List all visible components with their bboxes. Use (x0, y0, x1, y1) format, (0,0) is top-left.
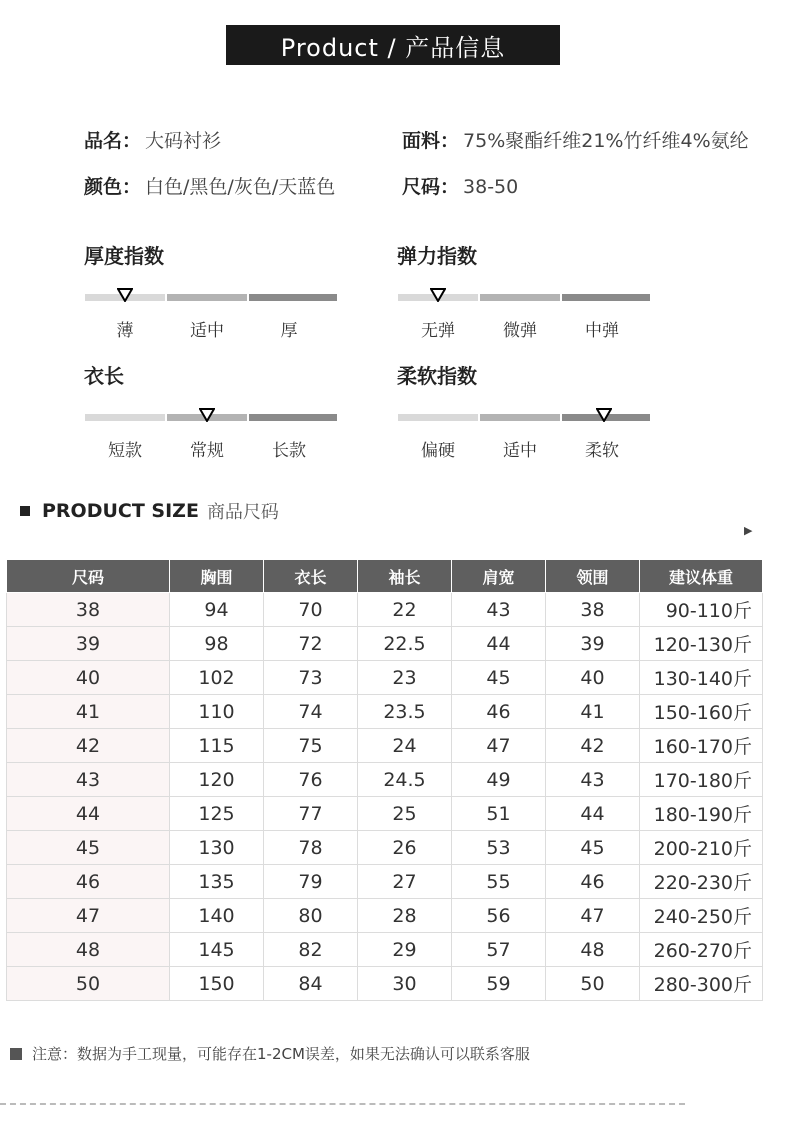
column-header: 建议体重 (640, 560, 763, 593)
size-title-cn: 商品尺码 (206, 502, 279, 523)
scale-segment (85, 414, 165, 421)
table-cell: 26 (358, 831, 452, 865)
table-cell: 46 (452, 695, 546, 729)
thickness-scale (85, 288, 337, 348)
table-cell: 110 (170, 695, 264, 729)
table-row (7, 627, 763, 661)
table-cell: 40 (7, 661, 170, 695)
table-cell: 260-270斤 (640, 933, 763, 967)
table-cell: 45 (452, 661, 546, 695)
table-cell: 120 (170, 763, 264, 797)
scale-segment (249, 294, 337, 301)
scale-label: 微弹 (503, 321, 537, 341)
table-cell: 145 (170, 933, 264, 967)
info-product-name (84, 126, 221, 153)
scale-segment (480, 414, 560, 421)
note-text: 注意：数据为手工现量，可能存在1-2CM误差，如果无法确认可以联系客服 (32, 1045, 530, 1063)
table-cell: 70 (264, 593, 358, 627)
table-cell: 50 (7, 967, 170, 1001)
scale-label: 偏硬 (421, 441, 455, 461)
table-cell: 22 (358, 593, 452, 627)
triangle-marker-icon (430, 288, 446, 302)
scale-title-length: 衣长 (84, 364, 124, 388)
scale-label: 适中 (190, 321, 224, 341)
scale-segment (167, 294, 247, 301)
table-cell: 27 (358, 865, 452, 899)
table-cell: 150-160斤 (640, 695, 763, 729)
table-cell: 80 (264, 899, 358, 933)
table-cell: 49 (452, 763, 546, 797)
table-cell: 82 (264, 933, 358, 967)
table-cell: 55 (452, 865, 546, 899)
table-cell: 24 (358, 729, 452, 763)
table-cell: 135 (170, 865, 264, 899)
table-cell: 47 (7, 899, 170, 933)
table-cell: 125 (170, 797, 264, 831)
table-cell: 77 (264, 797, 358, 831)
table-cell: 50 (546, 967, 640, 1001)
table-cell: 120-130斤 (640, 627, 763, 661)
info-value: 白色/黑色/灰色/天蓝色 (145, 176, 336, 198)
table-cell: 220-230斤 (640, 865, 763, 899)
table-cell: 160-170斤 (640, 729, 763, 763)
scale-label: 薄 (116, 321, 134, 341)
square-bullet-icon (20, 506, 30, 516)
table-row (7, 661, 763, 695)
table-cell: 150 (170, 967, 264, 1001)
scale-label: 适中 (503, 441, 537, 461)
table-cell: 23 (358, 661, 452, 695)
table-cell: 47 (546, 899, 640, 933)
square-bullet-icon (10, 1048, 22, 1060)
table-cell: 102 (170, 661, 264, 695)
scale-segment (398, 414, 478, 421)
table-row (7, 933, 763, 967)
table-row (7, 865, 763, 899)
table-cell: 90-110斤 (640, 593, 763, 627)
table-cell: 24.5 (358, 763, 452, 797)
column-header: 胸围 (170, 560, 264, 593)
table-cell: 39 (546, 627, 640, 661)
page-title: Product / 产品信息 (280, 33, 506, 62)
scale-title-elasticity: 弹力指数 (397, 244, 477, 268)
scale-label: 厚 (280, 321, 298, 341)
info-size (402, 172, 518, 199)
softness-scale (398, 408, 650, 468)
table-cell: 30 (358, 967, 452, 1001)
info-value: 大码衬衫 (145, 130, 222, 152)
scale-title-softness: 柔软指数 (397, 364, 477, 388)
table-cell: 44 (546, 797, 640, 831)
table-cell: 180-190斤 (640, 797, 763, 831)
table-cell: 46 (7, 865, 170, 899)
table-cell: 130-140斤 (640, 661, 763, 695)
table-cell: 25 (358, 797, 452, 831)
info-fabric (402, 126, 749, 153)
table-cell: 48 (7, 933, 170, 967)
table-cell: 200-210斤 (640, 831, 763, 865)
table-cell: 170-180斤 (640, 763, 763, 797)
table-cell: 38 (546, 593, 640, 627)
triangle-marker-icon (117, 288, 133, 302)
table-row (7, 797, 763, 831)
table-cell: 59 (452, 967, 546, 1001)
table-cell: 38 (7, 593, 170, 627)
table-cell: 84 (264, 967, 358, 1001)
table-cell: 53 (452, 831, 546, 865)
table-cell: 42 (546, 729, 640, 763)
table-cell: 98 (170, 627, 264, 661)
scale-label: 长款 (272, 441, 306, 461)
scale-title-thickness: 厚度指数 (84, 244, 164, 268)
length-scale (85, 408, 337, 468)
table-row (7, 967, 763, 1001)
size-title-en: PRODUCT SIZE (42, 500, 199, 522)
dashed-divider (0, 1103, 685, 1105)
table-cell: 23.5 (358, 695, 452, 729)
table-cell: 29 (358, 933, 452, 967)
scale-segment (480, 294, 560, 301)
table-header-row (7, 560, 763, 593)
info-value: 38-50 (463, 176, 519, 198)
table-cell: 94 (170, 593, 264, 627)
table-cell: 51 (452, 797, 546, 831)
scale-label: 中弹 (585, 321, 619, 341)
table-cell: 240-250斤 (640, 899, 763, 933)
table-cell: 39 (7, 627, 170, 661)
scale-label: 无弹 (421, 321, 455, 341)
info-color (84, 172, 335, 199)
table-cell: 75 (264, 729, 358, 763)
table-cell: 44 (7, 797, 170, 831)
table-cell: 115 (170, 729, 264, 763)
scale-label: 常规 (190, 441, 224, 461)
table-row (7, 695, 763, 729)
table-cell: 79 (264, 865, 358, 899)
table-cell: 76 (264, 763, 358, 797)
scale-label: 短款 (108, 441, 142, 461)
measurement-note (10, 1043, 530, 1064)
table-cell: 140 (170, 899, 264, 933)
table-cell: 43 (7, 763, 170, 797)
play-arrow-icon: ▶ (744, 524, 753, 537)
table-cell: 45 (546, 831, 640, 865)
table-cell: 73 (264, 661, 358, 695)
table-cell: 40 (546, 661, 640, 695)
table-row (7, 593, 763, 627)
column-header: 领围 (546, 560, 640, 593)
table-cell: 42 (7, 729, 170, 763)
table-cell: 47 (452, 729, 546, 763)
table-cell: 280-300斤 (640, 967, 763, 1001)
table-cell: 130 (170, 831, 264, 865)
table-row (7, 729, 763, 763)
column-header: 衣长 (264, 560, 358, 593)
table-cell: 78 (264, 831, 358, 865)
info-label: 品名： (84, 130, 142, 152)
table-row (7, 763, 763, 797)
table-cell: 45 (7, 831, 170, 865)
triangle-marker-icon (199, 408, 215, 422)
size-table (6, 559, 762, 1001)
table-cell: 41 (7, 695, 170, 729)
column-header: 肩宽 (452, 560, 546, 593)
table-cell: 44 (452, 627, 546, 661)
info-label: 尺码： (402, 176, 460, 198)
table-cell: 46 (546, 865, 640, 899)
info-label: 颜色： (84, 176, 142, 198)
info-label: 面料： (402, 130, 460, 152)
size-section-header (20, 498, 279, 524)
table-cell: 74 (264, 695, 358, 729)
table-cell: 41 (546, 695, 640, 729)
title-banner (226, 25, 560, 65)
table-cell: 56 (452, 899, 546, 933)
triangle-marker-icon (596, 408, 612, 422)
info-value: 75%聚酯纤维21%竹纤维4%氨纶 (463, 130, 749, 152)
table-row (7, 899, 763, 933)
scale-segment (249, 414, 337, 421)
table-row (7, 831, 763, 865)
column-header: 袖长 (358, 560, 452, 593)
table-cell: 48 (546, 933, 640, 967)
scale-segment (562, 294, 650, 301)
column-header: 尺码 (7, 560, 170, 593)
table-cell: 57 (452, 933, 546, 967)
scale-label: 柔软 (585, 441, 619, 461)
elasticity-scale (398, 288, 650, 348)
table-cell: 43 (452, 593, 546, 627)
table-cell: 22.5 (358, 627, 452, 661)
table-cell: 28 (358, 899, 452, 933)
table-cell: 43 (546, 763, 640, 797)
table-cell: 72 (264, 627, 358, 661)
